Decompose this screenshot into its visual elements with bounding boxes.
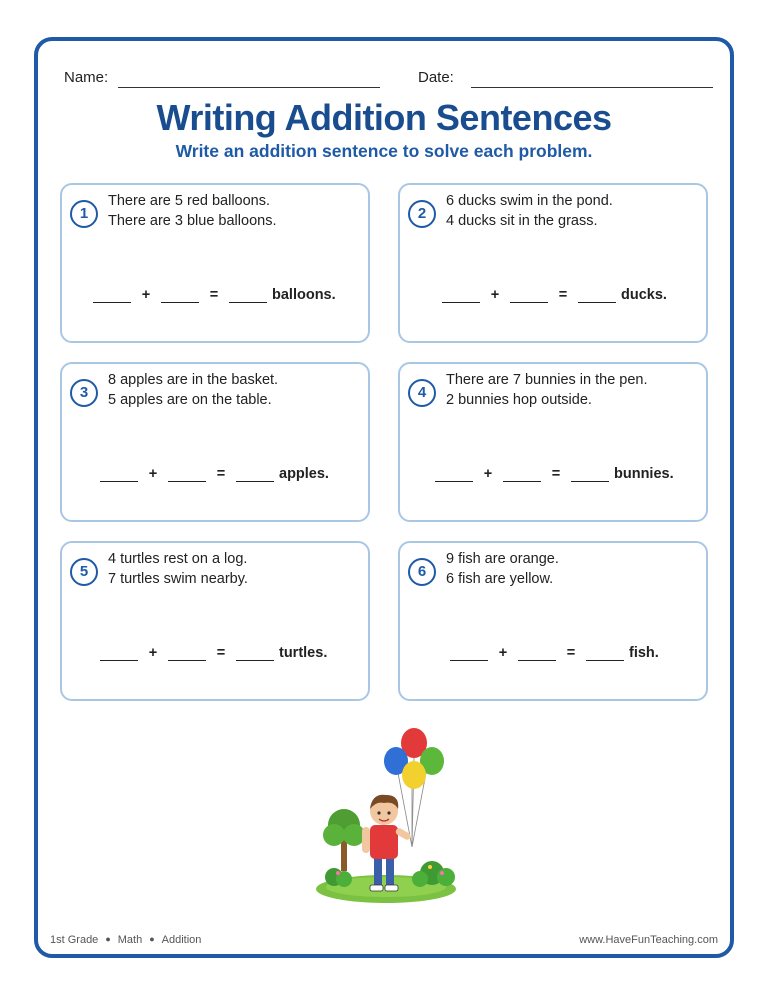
name-field[interactable] [118, 87, 380, 88]
answer-unit: apples. [279, 466, 329, 482]
problem-text-line-1: There are 5 red balloons. [108, 193, 271, 209]
page-subtitle: Write an addition sentence to solve each problem. [175, 141, 593, 161]
answer-unit: balloons. [272, 287, 336, 303]
answer-sentence [62, 466, 368, 488]
name-label: Name: [64, 69, 109, 86]
answer-sentence [400, 466, 706, 488]
page-title: Writing Addition Sentences [156, 97, 612, 138]
bullet-icon: ● [105, 934, 111, 944]
answer-blank-addend-1[interactable] [93, 287, 131, 303]
answer-sentence [62, 287, 368, 309]
plus-sign: + [498, 645, 508, 661]
equals-sign: = [216, 466, 226, 482]
boy-with-balloons-illustration [314, 717, 464, 907]
name-date-row [64, 67, 712, 91]
footer-site-link[interactable]: www.HaveFunTeaching.com [579, 934, 718, 946]
problem-text-line-2: 6 fish are yellow. [446, 571, 554, 587]
problem-text-line-2: There are 3 blue balloons. [108, 213, 277, 229]
answer-blank-sum[interactable] [236, 466, 274, 482]
problem-card-4 [398, 362, 708, 522]
problem-text-line-2: 4 ducks sit in the grass. [446, 213, 598, 229]
answer-unit: turtles. [279, 645, 328, 661]
answer-sentence [400, 645, 706, 667]
problem-text-line-2: 7 turtles swim nearby. [108, 571, 248, 587]
footer-tag-subject: Math [117, 934, 143, 946]
problem-card-1 [60, 183, 370, 343]
answer-blank-addend-1[interactable] [435, 466, 473, 482]
answer-blank-addend-2[interactable] [168, 466, 206, 482]
plus-sign: + [148, 466, 158, 482]
answer-blank-addend-1[interactable] [442, 287, 480, 303]
problem-number: 1 [70, 200, 98, 228]
answer-blank-sum[interactable] [586, 645, 624, 661]
problem-number: 4 [408, 379, 436, 407]
problem-number: 2 [408, 200, 436, 228]
problem-text-line-1: 9 fish are orange. [446, 551, 559, 567]
problem-number: 5 [70, 558, 98, 586]
equals-sign: = [566, 645, 576, 661]
footer-tag-topic: Addition [161, 934, 202, 946]
footer-tags [50, 934, 201, 946]
equals-sign: = [209, 287, 219, 303]
problem-text-line-1: There are 7 bunnies in the pen. [446, 372, 648, 388]
problem-card-6 [398, 541, 708, 701]
equals-sign: = [558, 287, 568, 303]
bullet-icon: ● [149, 934, 155, 944]
equals-sign: = [216, 645, 226, 661]
answer-blank-addend-1[interactable] [100, 645, 138, 661]
problem-text-line-2: 2 bunnies hop outside. [446, 392, 592, 408]
equals-sign: = [551, 466, 561, 482]
problem-text-line-1: 6 ducks swim in the pond. [446, 193, 613, 209]
boy-icon [370, 825, 398, 859]
answer-blank-sum[interactable] [236, 645, 274, 661]
problem-text-line-2: 5 apples are on the table. [108, 392, 272, 408]
answer-blank-addend-2[interactable] [168, 645, 206, 661]
worksheet-frame [34, 37, 734, 958]
answer-blank-addend-2[interactable] [518, 645, 556, 661]
answer-blank-addend-2[interactable] [161, 287, 199, 303]
answer-blank-addend-2[interactable] [510, 287, 548, 303]
date-field[interactable] [471, 87, 713, 88]
answer-sentence [400, 287, 706, 309]
plus-sign: + [141, 287, 151, 303]
answer-sentence [62, 645, 368, 667]
answer-unit: fish. [629, 645, 659, 661]
problem-text-line-1: 4 turtles rest on a log. [108, 551, 248, 567]
answer-blank-addend-1[interactable] [100, 466, 138, 482]
answer-blank-sum[interactable] [578, 287, 616, 303]
problem-card-2 [398, 183, 708, 343]
answer-blank-sum[interactable] [229, 287, 267, 303]
plus-sign: + [490, 287, 500, 303]
plus-sign: + [148, 645, 158, 661]
answer-unit: bunnies. [614, 466, 674, 482]
problem-number: 6 [408, 558, 436, 586]
footer-tag-grade: 1st Grade [50, 934, 99, 946]
problem-card-5 [60, 541, 370, 701]
answer-blank-addend-2[interactable] [503, 466, 541, 482]
answer-unit: ducks. [621, 287, 667, 303]
plus-sign: + [483, 466, 493, 482]
problem-card-3 [60, 362, 370, 522]
answer-blank-addend-1[interactable] [450, 645, 488, 661]
problem-number: 3 [70, 379, 98, 407]
date-label: Date: [418, 69, 454, 86]
yellow-balloon-icon [402, 761, 426, 789]
answer-blank-sum[interactable] [571, 466, 609, 482]
problem-text-line-1: 8 apples are in the basket. [108, 372, 279, 388]
